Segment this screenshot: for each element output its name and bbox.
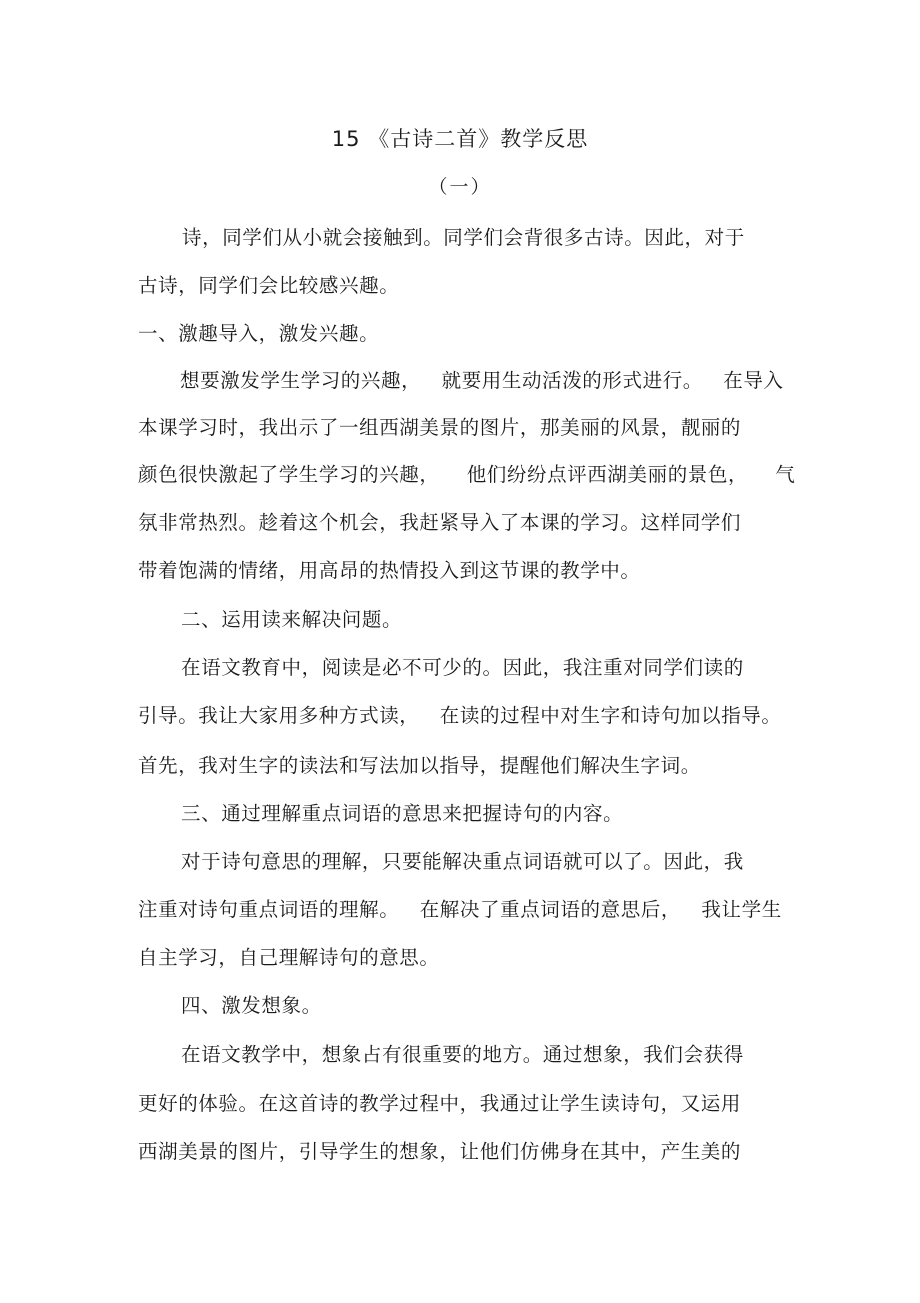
- paragraph-line: 注重对诗句重点词语的理解。 在解决了重点词语的意思后， 我让学生: [138, 898, 782, 921]
- paragraph-line: 想要激发学生学习的兴趣， 就要用生动活泼的形式进行。 在导入: [180, 369, 784, 392]
- section-heading: 四、激发想象。: [181, 994, 322, 1017]
- section-heading: 一、激趣导入，激发兴趣。: [138, 322, 380, 345]
- paragraph-line: 首先，我对生字的读法和写法加以指导，提醒他们解决生字词。: [138, 754, 701, 777]
- paragraph-line: 氛非常热烈。趁着这个机会，我赶紧导入了本课的学习。这样同学们: [138, 511, 742, 534]
- paragraph-line: 颜色很快激起了学生学习的兴趣， 他们纷纷点评西湖美丽的景色， 气: [138, 463, 796, 486]
- paragraph-line: 引导。我让大家用多种方式读， 在读的过程中对生字和诗句加以指导。: [138, 704, 782, 727]
- paragraph-line: 对于诗句意思的理解，只要能解决重点词语就可以了。因此，我: [181, 850, 744, 873]
- section-heading: 二、运用读来解决问题。: [181, 608, 403, 631]
- section-heading: 三、通过理解重点词语的意思来把握诗句的内容。: [181, 802, 624, 825]
- paragraph-line: 本课学习时，我出示了一组西湖美景的图片，那美丽的风景，靓丽的: [138, 416, 742, 439]
- document-title: 15 《古诗二首》教学反思: [331, 127, 589, 151]
- paragraph-line: 诗，同学们从小就会接触到。同学们会背很多古诗。因此，对于: [182, 226, 745, 249]
- paragraph-line: 带着饱满的情绪，用高昂的热情投入到这节课的教学中。: [138, 559, 641, 582]
- paragraph-line: 自主学习，自己理解诗句的意思。: [138, 946, 440, 969]
- paragraph-line: 在语文教育中，阅读是必不可少的。因此，我注重对同学们读的: [181, 656, 744, 679]
- paragraph-line: 在语文教学中，想象占有很重要的地方。通过想象，我们会获得: [181, 1043, 744, 1066]
- paragraph-line: 西湖美景的图片，引导学生的想象，让他们仿佛身在其中，产生美的: [138, 1140, 742, 1163]
- paragraph-line: 更好的体验。在这首诗的教学过程中，我通过让学生读诗句，又运用: [138, 1092, 742, 1115]
- paragraph-line: 古诗，同学们会比较感兴趣。: [138, 274, 400, 297]
- document-subtitle: （一）: [428, 176, 492, 198]
